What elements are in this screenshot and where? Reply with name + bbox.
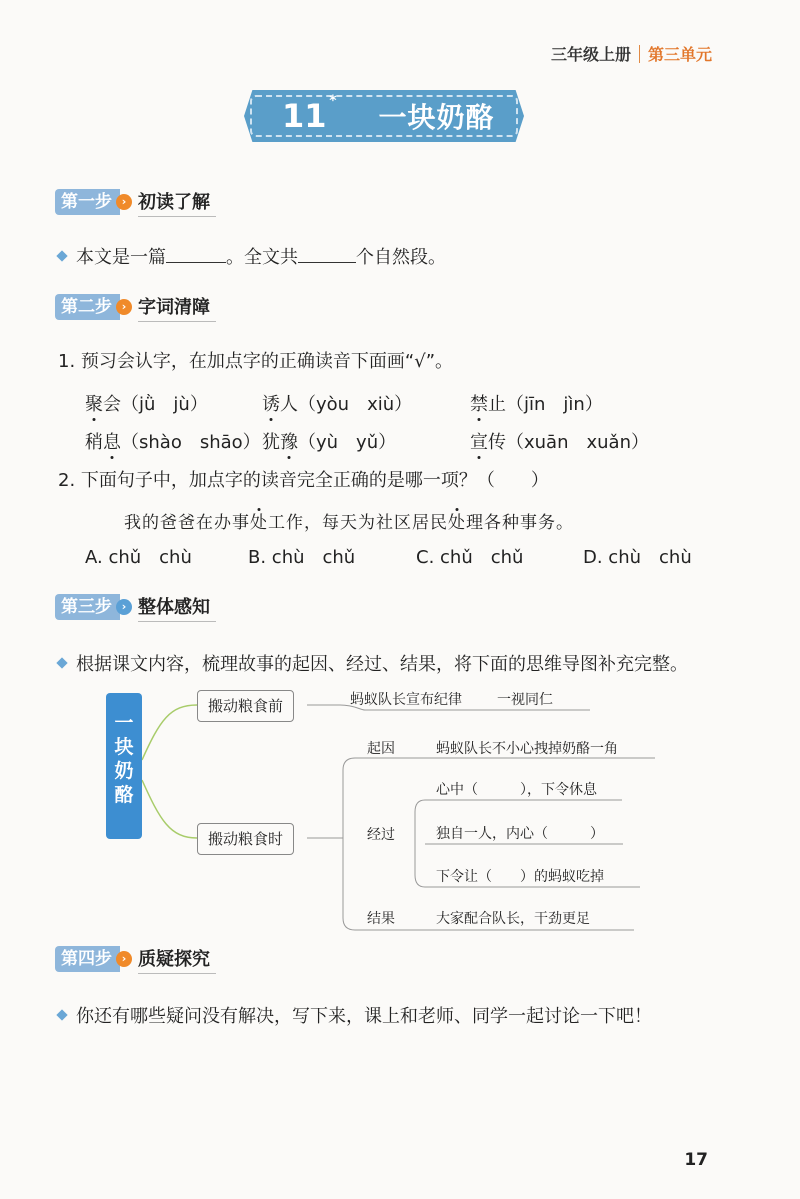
lesson-number-text: 11 [282, 97, 327, 135]
mindmap-root [106, 693, 142, 839]
process-2[interactable]: 独自一人，内心（ ） [436, 826, 604, 842]
option-d[interactable]: D. chù chù [583, 547, 692, 568]
root-char: 一 [114, 712, 134, 734]
step3-prompt-text: 根据课文内容，梳理故事的起因、经过、结果，将下面的思维导图补充完整。 [76, 654, 688, 675]
before-rule-text: 蚂蚁队长宣布纪律 [350, 692, 462, 708]
q2-prompt: 2. 下面句子中，加点字的读音完全正确的是哪一项？（ ） [58, 470, 549, 491]
page-number: 17 [684, 1150, 708, 1170]
q-text-3: 个自然段。 [356, 247, 446, 268]
chevron-right-icon: › [116, 299, 132, 315]
node-while-moving: 搬动粮食时 [197, 823, 294, 855]
root-char: 酪 [114, 784, 134, 806]
result-label: 结果 [367, 911, 395, 927]
step1-tag: 第一步 [55, 189, 120, 215]
step4-heading [55, 945, 216, 973]
step1-label: 初读了解 [138, 188, 216, 217]
root-char: 奶 [114, 760, 134, 782]
sentence-part: 理各种事务。 [466, 513, 574, 533]
option-b[interactable]: B. chù chǔ [248, 547, 356, 568]
grade-label: 三年级上册 [550, 45, 631, 64]
chevron-right-icon: › [116, 194, 132, 210]
lesson-title-text: 一块奶酪 [378, 101, 495, 134]
lesson-star: * [329, 93, 337, 109]
chevron-right-icon: › [116, 951, 132, 967]
dotted-char: 豫 [280, 432, 298, 453]
q-text-2: 。全文共 [226, 247, 298, 268]
option-a[interactable]: A. chǔ chù [85, 547, 192, 568]
diamond-bullet-icon [56, 1009, 67, 1020]
sentence-part: 工作，每天为社区居民 [268, 513, 448, 533]
dotted-char: 宣 [470, 432, 488, 453]
item-pre: 犹 [262, 432, 280, 453]
item-post: （shào shāo） [121, 432, 261, 453]
unit-label: 第三单元 [647, 45, 712, 64]
option-c[interactable]: C. chǔ chǔ [416, 547, 524, 568]
process-1[interactable]: 心中（ ），下令休息 [436, 782, 597, 798]
item-post: 止（jīn jìn） [488, 394, 603, 415]
dotted-char: 息 [103, 432, 121, 453]
item-pre: 稍 [85, 432, 103, 453]
node-before-moving: 搬动粮食前 [197, 690, 294, 722]
chevron-right-icon: › [116, 599, 132, 615]
q-text-1: 本文是一篇 [76, 247, 166, 268]
item-post: 会（jǜ jù） [103, 394, 208, 415]
cause-text: 蚂蚁队长不小心拽掉奶酪一角 [436, 741, 618, 757]
process-3[interactable]: 下令让（ ）的蚂蚁吃掉 [436, 869, 604, 885]
q1-prompt: 1. 预习会认字，在加点字的正确读音下面画“√”。 [58, 351, 454, 372]
item-post: （yù yǔ） [298, 432, 397, 453]
process-label: 经过 [367, 827, 395, 843]
dotted-char: 禁 [470, 394, 488, 415]
before-fair-text: 一视同仁 [497, 692, 553, 708]
step2-label: 字词清障 [138, 293, 216, 322]
sentence-part: 我的爸爸在办事 [124, 513, 250, 533]
step4-label: 质疑探究 [138, 945, 216, 974]
step4-prompt [58, 1002, 652, 1028]
dotted-char: 诱 [262, 394, 280, 415]
root-char: 块 [114, 736, 134, 758]
dotted-char: 聚 [85, 394, 103, 415]
step4-tag: 第四步 [55, 946, 120, 972]
result-text: 大家配合队长，干劲更足 [436, 911, 590, 927]
step3-label: 整体感知 [138, 593, 216, 622]
step3-tag: 第三步 [55, 594, 120, 620]
cause-label: 起因 [367, 741, 395, 757]
item-post: 人（yòu xiù） [280, 394, 413, 415]
dotted-char: 处 [250, 513, 268, 533]
step4-prompt-text: 你还有哪些疑问没有解决，写下来，课上和老师、同学一起讨论一下吧！ [76, 1006, 652, 1027]
dotted-char: 处 [448, 513, 466, 533]
item-post: 传（xuān xuǎn） [488, 432, 649, 453]
step2-tag: 第二步 [55, 294, 120, 320]
